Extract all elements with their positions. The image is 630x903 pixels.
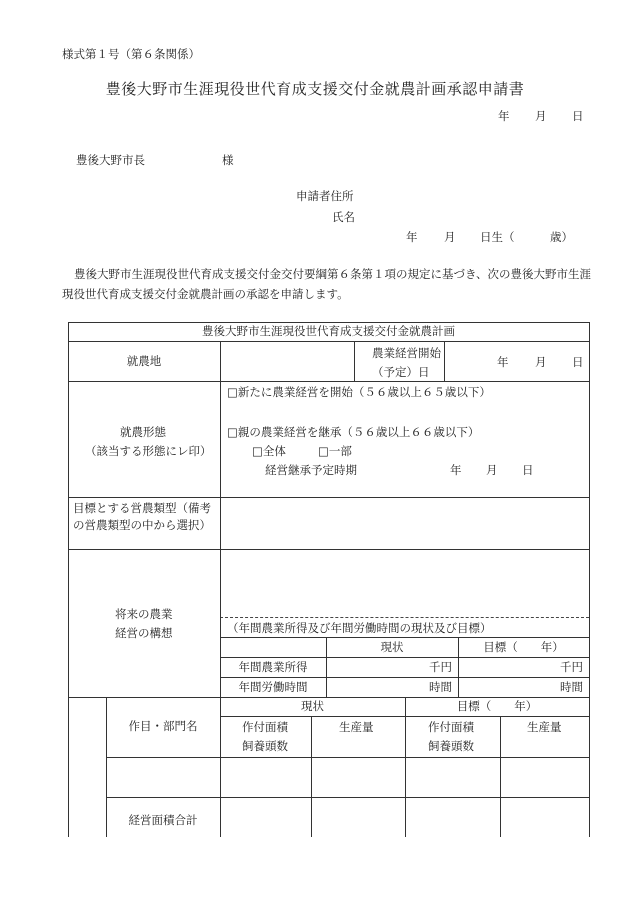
current-production-label: 生産量 [339,720,374,734]
current-header: 現状 [380,639,404,654]
target-area-label-2: 飼養頭数 [428,739,474,753]
option-all[interactable]: □全体 [252,444,286,458]
applicant-name-label: 氏名 [332,210,355,224]
start-year: 年 [497,355,509,369]
birth-year: 年 [406,230,418,244]
income-target-unit: 千円 [560,659,583,674]
document-title: 豊後大野市生涯現役世代育成支援交付金就農計画承認申請書 [105,80,525,98]
target-header: 目標（ 年） [483,639,564,654]
hours-target-unit: 時間 [560,679,583,694]
start-day: 日 [572,355,584,369]
income-caption: （年間農業所得及び年間労働時間の現状及び目標） [227,621,492,635]
hours-label: 年間労働時間 [238,679,308,694]
date-year: 年 [498,109,510,123]
inherit-month: 月 [486,463,498,477]
future-label-1: 将来の農業 [115,607,173,621]
current-area-label-1: 作付面積 [242,720,288,734]
current-area-label-2: 飼養頭数 [242,739,288,753]
income-label: 年間農業所得 [238,659,308,674]
farming-form-label: 就農形態 [120,425,166,439]
addressee-honorific: 様 [222,153,234,167]
addressee-name: 豊後大野市長 [76,153,145,167]
applicant-address-label: 申請者住所 [296,189,354,203]
crop-current-header: 現状 [301,699,324,713]
farm-location-field[interactable] [220,341,354,381]
hours-current-unit: 時間 [429,679,452,694]
birth-month: 月 [444,230,456,244]
inherit-day: 日 [522,463,534,477]
inherit-date-label: 経営継承予定時期 [265,463,357,477]
birth-day: 日生（ [480,230,515,244]
target-area-label-1: 作付面積 [428,720,474,734]
body-paragraph: 豊後大野市生涯現役世代育成支援交付金交付要綱第６条第１項の規定に基づき、次の豊後大野市生涯現役世代育成支援交付金就農計画の承認を申請します。 [62,267,592,301]
start-label-1: 農業経営開始 [372,346,441,360]
option-new-farming[interactable]: □新たに農業経営を開始（５６歳以上６５歳以下） [227,385,491,399]
target-type-label: 目標とする営農類型（備考の営農類型の中から選択） [73,501,211,532]
date-day: 日 [572,109,584,123]
start-label-2: （予定）日 [372,365,430,379]
farm-location-label: 就農地 [126,353,162,368]
start-month: 月 [535,355,547,369]
crop-target-header: 目標（ 年） [456,699,538,713]
option-inherit-farming[interactable]: □親の農業経営を継承（５６歳以上６６歳以下） [227,425,480,439]
date-month: 月 [535,109,547,123]
age: 歳） [550,230,573,244]
target-production-label: 生産量 [527,720,562,734]
total-area-label: 経営面積合計 [128,812,198,827]
form-number: 様式第１号（第６条関係） [62,47,200,61]
income-current-unit: 千円 [429,659,452,674]
table-title: 豊後大野市生涯現役世代育成支援交付金就農計画 [202,324,455,338]
future-label-2: 経営の構想 [115,626,173,640]
farming-form-note: （該当する形態にレ印） [85,444,212,458]
option-part[interactable]: □一部 [318,444,352,458]
inherit-year: 年 [450,463,462,477]
crop-label: 作目・部門名 [128,718,198,733]
